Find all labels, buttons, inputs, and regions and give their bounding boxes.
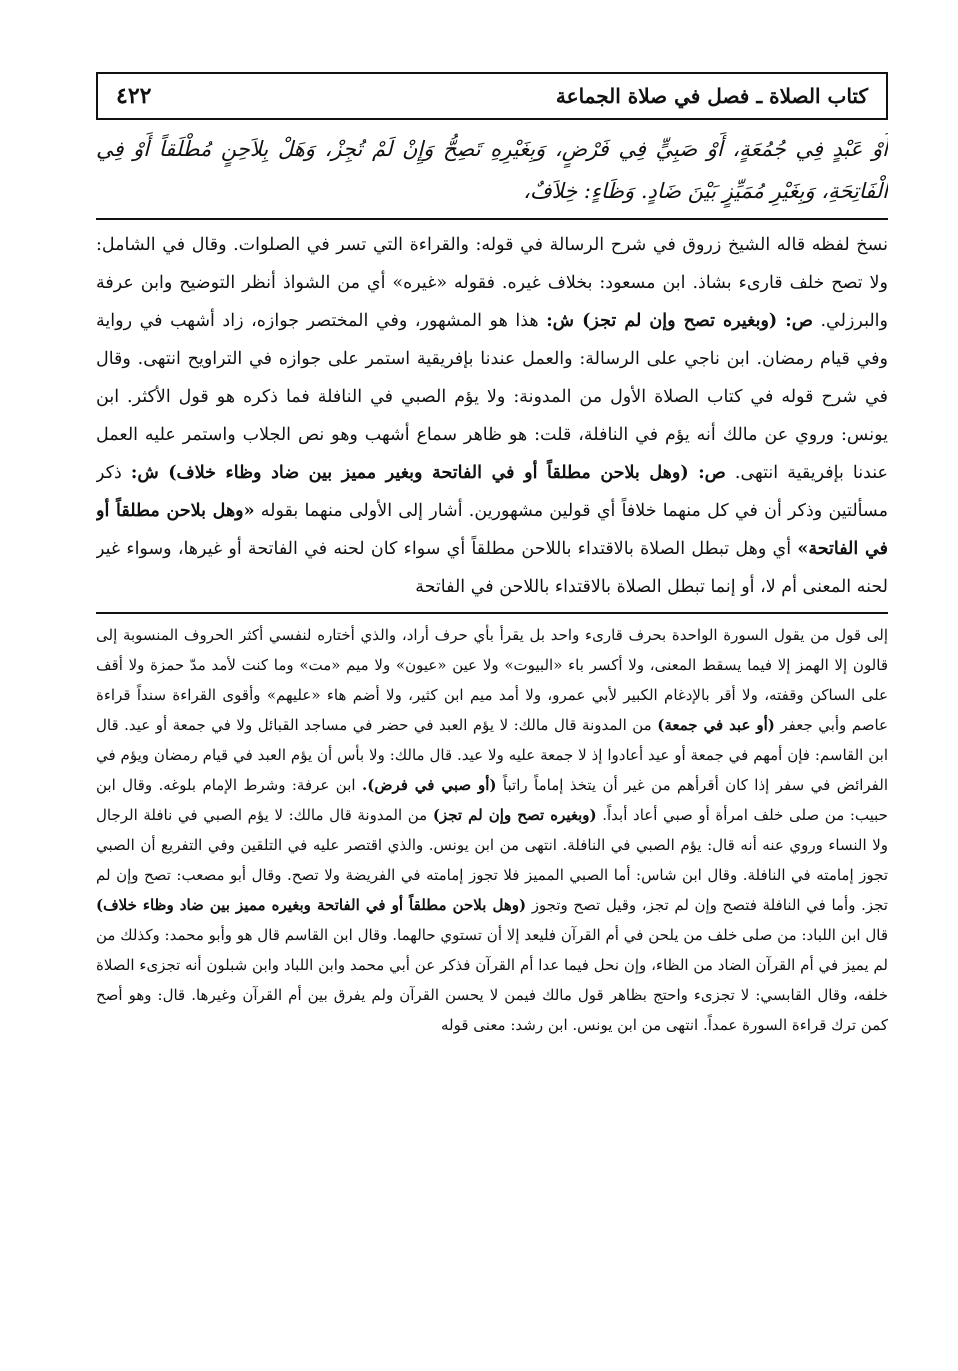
- hashiya-segment: إلى قول من يقول السورة الواحدة بحرف قارىء واحد بل يقرأ بأي حرف أراد، والذي أختاره لنفسي أكثر الحروف المنسوبة إلى قالون إلا الهمز إلا فيما يسقط المعنى، ولا أكسر باء «البيوت» ولا عين «عيون» ولا ميم «مت» وما كنت لأمد مدّ حمزة ولا أقف على الساكن وقفته، ولا أقر بالإدغام الكبير لأبي عمرو، ولا أمد ميم ابن كثير، ولا أضم هاء «عليهم» وأقوى القراءة سنداً قراءة عاصم وأبي جعفر: [96, 626, 888, 734]
- hashiya-quote: (وبغيره تصح وإن لم تجز): [432, 806, 597, 824]
- sharh-segment: أي وهل تبطل الصلاة بالاقتداء باللاحن مطلقاً أي سواء كان لحنه في الفاتحة أو غيرها، وسواء غير لحنه المعنى أم لا، أو إنما تبطل الصلاة بالاقتداء باللاحن في الفاتحة: [96, 539, 888, 597]
- hashiya-footnotes: [96, 620, 888, 1040]
- hashiya-segment: ابن عرفة: وشرط الإمام بلوغه. وقال ابن حبيب: من صلى خلف امرأة أو صبي أعاد أبداً.: [96, 776, 888, 824]
- hashiya-quote: (وهل بلاحن مطلقاً أو في الفاتحة وبغيره مميز بين ضاد وظاء خلاف): [96, 896, 527, 914]
- hashiya-quote: (أو صبي في فرض).: [362, 776, 497, 794]
- running-title: كتاب الصلاة ـ فصل في صلاة الجماعة: [555, 84, 868, 108]
- hashiya-segment: من المدونة قال مالك: لا يؤم العبد في حضر في مساجد القبائل ولا في جمعة أو عيد. قال ابن القاسم: فإن أمهم في جمعة أو عيد أعادوا إذ لا جمعة عليه ولا عيد. قال مالك: ولا بأس أن يؤم العبد في قيام رمضان ويؤم في الفرائض في سفر إذا كان أقرأهم من غير أن يتخذ إماماً راتباً: [96, 716, 888, 794]
- matn-divider: [96, 218, 888, 220]
- sharh-quote: ص: (وهل بلاحن مطلقاً أو في الفاتحة وبغير مميز بين ضاد وظاء خلاف) ش:: [130, 463, 726, 483]
- sharh-segment: نسخ لفظه قاله الشيخ زروق في شرح الرسالة في قوله: والقراءة التي تسر في الصلوات. وقال في الشامل: ولا تصح خلف قارىء بشاذ. ابن مسعود: بخلاف غيره. فقوله «غيره» أي من الشواذ أنظر التوضيح وابن عرفة والبرزلي.: [96, 235, 888, 331]
- sharh-quote: «وهل بلاحن مطلقاً أو في الفاتحة»: [96, 501, 888, 559]
- sharh-divider: [96, 612, 888, 614]
- hashiya-quote: (أو عبد في جمعة): [657, 716, 775, 734]
- sharh-segment: ذكر مسألتين وذكر أن في كل منهما خلافاً أي قولين مشهورين. أشار إلى الأولى منهما بقوله: [96, 463, 888, 521]
- page-header: [96, 72, 888, 120]
- page-number: ٤٢٢: [116, 83, 152, 109]
- sharh-quote: ص: (وبغيره تصح وإن لم تجز) ش:: [546, 311, 813, 331]
- hashiya-segment: من المدونة قال مالك: لا يؤم الصبي في نافلة الرجال ولا النساء وروي عنه أنه قال: يؤم الصبي في النافلة. انتهى من ابن يونس. والذي اقتصر عليه في التلقين وفي التفريع أن الصبي تجوز إمامته في النافلة. وقال ابن شاس: أما الصبي المميز فلا تجوز إمامته في الفريضة ولا تصح. وقال أبو مصعب: تصح وإن لم تجز. وأما في النافلة فتصح وإن لم تجز، وقيل تصح وتجوز: [96, 806, 888, 914]
- sharh-segment: هذا هو المشهور، وفي المختصر جوازه، زاد أشهب في رواية وفي قيام رمضان. ابن ناجي على الرسالة: والعمل عندنا بإفريقية استمر على جوازه في التراويح انتهى. وقال في شرح قوله في كتاب الصلاة الأول من المدونة: ولا يؤم الصبي في النافلة فما ذكره هو قول الأكثر. ابن يونس: وروي عن مالك أنه يؤم في النافلة، قلت: هو ظاهر سماع أشهب وهو نص الجلاب واستمر عليه العمل عندنا بإفريقية انتهى.: [96, 311, 888, 483]
- matn-text: [96, 128, 888, 212]
- hashiya-segment: قال ابن اللباد: من صلى خلف من يلحن في أم القرآن فليعد إلا أن تستوي حالهما. وقال ابن القاسم قال هو وأبو محمد: وكذلك من لم يميز في أم القرآن الضاد من الظاء، وإن نحل فيما عدا أم القرآن فذكر عن أبي محمد وابن اللباد وابن شبلون أنه تجزىء الصلاة خلفه، وقال القابسي: لا تجزىء واحتج بظاهر قول مالك فيمن لا يحسن القرآن ولم يفرق بين أم القرآن وغيرها. قال: وهو أصح كمن ترك قراءة السورة عمداً. انتهى من ابن يونس. ابن رشد: معنى قوله: [96, 926, 888, 1034]
- sharh-commentary: [96, 226, 888, 606]
- matn-body: أَوْ عَبْدٍ فِي جُمُعَةٍ، أَوْ صَبِيٍّ فِي فَرْضٍ، وَبِغَيْرِهِ تَصِحُّ وَإِنْ لَمْ تُجِزْ، وَهَلْ بِلاَحِنٍ مُطْلَقاً أَوْ فِي الْفَاتِحَةِ، وَبِغَيْرِ مُمَيِّزٍ بَيْنَ ضَادٍ. وَظَاءٍ: خِلاَفٌ،: [96, 137, 888, 203]
- book-page: [96, 72, 888, 1342]
